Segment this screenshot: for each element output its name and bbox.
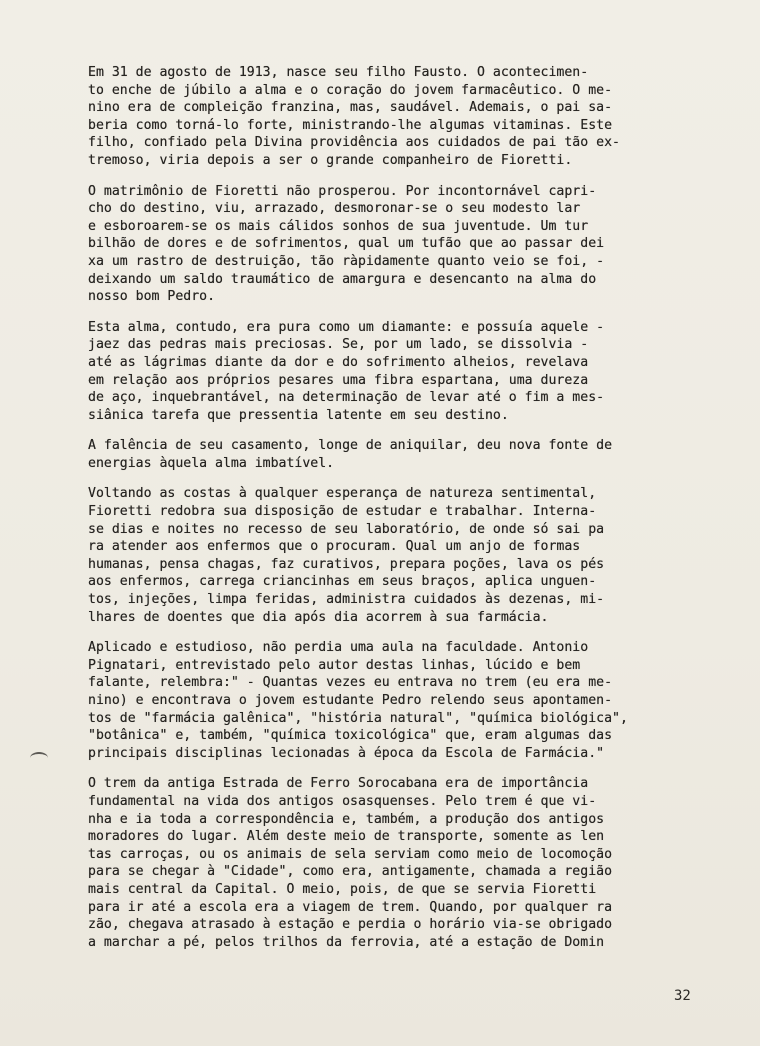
paragraph-2 bbox=[88, 183, 704, 306]
text-line: tos de "farmácia galênica", "história natural", "química biológica", bbox=[88, 710, 628, 726]
text-line: em relação aos próprios pesares uma fibra espartana, uma dureza bbox=[88, 372, 589, 388]
text-line: nino era de compleição franzina, mas, saudável. Ademais, o pai sa- bbox=[88, 100, 613, 116]
text-line: jaez das pedras mais preciosas. Se, por um lado, se dissolvia - bbox=[88, 337, 589, 353]
page-number: 32 bbox=[674, 988, 691, 1004]
text-line: principais disciplinas lecionadas à época da Escola de Farmácia." bbox=[88, 745, 605, 761]
text-line: O trem da antiga Estrada de Ferro Sorocabana era de importância bbox=[88, 776, 589, 792]
paragraph-3 bbox=[88, 319, 704, 425]
text-line: de aço, inquebrantável, na determinação de levar até o fim a mes- bbox=[88, 390, 605, 406]
text-line: to enche de júbilo a alma e o coração do jovem farmacêutico. O me- bbox=[88, 82, 613, 98]
text-line: "botânica" e, também, "química toxicológica" que, eram algumas das bbox=[88, 728, 613, 744]
text-line: a marchar a pé, pelos trilhos da ferrovia, até a estação de Domin bbox=[88, 934, 605, 950]
text-line: energias àquela alma imbatível. bbox=[88, 455, 335, 471]
text-line: A falência de seu casamento, longe de aniquilar, deu nova fonte de bbox=[88, 438, 613, 454]
text-line: mais central da Capital. O meio, pois, de que se servia Fioretti bbox=[88, 881, 597, 897]
text-line: humanas, pensa chagas, faz curativos, prepara poções, lava os pés bbox=[88, 556, 605, 572]
text-line: aos enfermos, carrega criancinhas em seus braços, aplica unguen- bbox=[88, 574, 597, 590]
margin-mark bbox=[30, 752, 48, 764]
text-line: para ir até a escola era a viagem de trem. Quando, por qualquer ra bbox=[88, 899, 613, 915]
body-text bbox=[88, 64, 704, 964]
text-line: fundamental na vida dos antigos osasquenses. Pelo trem é que vi- bbox=[88, 793, 597, 809]
text-line: tos, injeções, limpa feridas, administra cuidados às dezenas, mi- bbox=[88, 592, 605, 608]
text-line: xa um rastro de destruição, tão ràpidamente quanto veio se foi, - bbox=[88, 253, 605, 269]
text-line: tas carroças, ou os animais de sela serviam como meio de locomoção bbox=[88, 846, 613, 862]
paragraph-7 bbox=[88, 775, 704, 951]
text-line: filho, confiado pela Divina providência aos cuidados de pai tão ex- bbox=[88, 135, 620, 151]
text-line: deixando um saldo traumático de amargura e desencanto na alma do bbox=[88, 271, 597, 287]
text-line: tremoso, viria depois a ser o grande companheiro de Fioretti. bbox=[88, 152, 573, 168]
text-line: Pignatari, entrevistado pelo autor destas linhas, lúcido e bem bbox=[88, 657, 581, 673]
paragraph-6 bbox=[88, 639, 704, 762]
text-line: Aplicado e estudioso, não perdia uma aula na faculdade. Antonio bbox=[88, 640, 589, 656]
text-line: se dias e noites no recesso de seu laboratório, de onde só sai pa bbox=[88, 521, 605, 537]
text-line: Voltando as costas à qualquer esperança de natureza sentimental, bbox=[88, 486, 597, 502]
text-line: lhares de doentes que dia após dia acorrem à sua farmácia. bbox=[88, 609, 549, 625]
text-line: beria como torná-lo forte, ministrando-lhe algumas vitaminas. Este bbox=[88, 117, 613, 133]
text-line: O matrimônio de Fioretti não prosperou. Por incontornável capri- bbox=[88, 183, 597, 199]
text-line: até as lágrimas diante da dor e do sofrimento alheios, revelava bbox=[88, 354, 589, 370]
text-line: siânica tarefa que pressentia latente em seu destino. bbox=[88, 407, 509, 423]
text-line: zão, chegava atrasado à estação e perdia o horário via-se obrigado bbox=[88, 917, 613, 933]
text-line: moradores do lugar. Além deste meio de transporte, somente as len bbox=[88, 829, 605, 845]
paragraph-1 bbox=[88, 64, 704, 170]
text-line: falante, relembra:" - Quantas vezes eu entrava no trem (eu era me- bbox=[88, 675, 613, 691]
text-line: Esta alma, contudo, era pura como um diamante: e possuía aquele - bbox=[88, 319, 605, 335]
text-line: e esboroarem-se os mais cálidos sonhos de sua juventude. Um tur bbox=[88, 218, 589, 234]
paragraph-5 bbox=[88, 485, 704, 626]
text-line: para se chegar à "Cidade", como era, antigamente, chamada a região bbox=[88, 864, 613, 880]
text-line: ra atender aos enfermos que o procuram. Qual um anjo de formas bbox=[88, 539, 581, 555]
text-line: bilhão de dores e de sofrimentos, qual um tufão que ao passar dei bbox=[88, 236, 605, 252]
text-line: Em 31 de agosto de 1913, nasce seu filho Fausto. O acontecimen- bbox=[88, 65, 589, 80]
text-line: nha e ia toda a correspondência e, também, a produção dos antigos bbox=[88, 811, 605, 827]
text-line: nino) e encontrava o jovem estudante Pedro relendo seus apontamen- bbox=[88, 693, 613, 708]
text-line: Fioretti redobra sua disposição de estudar e trabalhar. Interna- bbox=[88, 504, 597, 520]
text-line: nosso bom Pedro. bbox=[88, 289, 216, 305]
paragraph-4 bbox=[88, 437, 704, 472]
text-line: cho do destino, viu, arrazado, desmoronar-se o seu modesto lar bbox=[88, 201, 581, 217]
